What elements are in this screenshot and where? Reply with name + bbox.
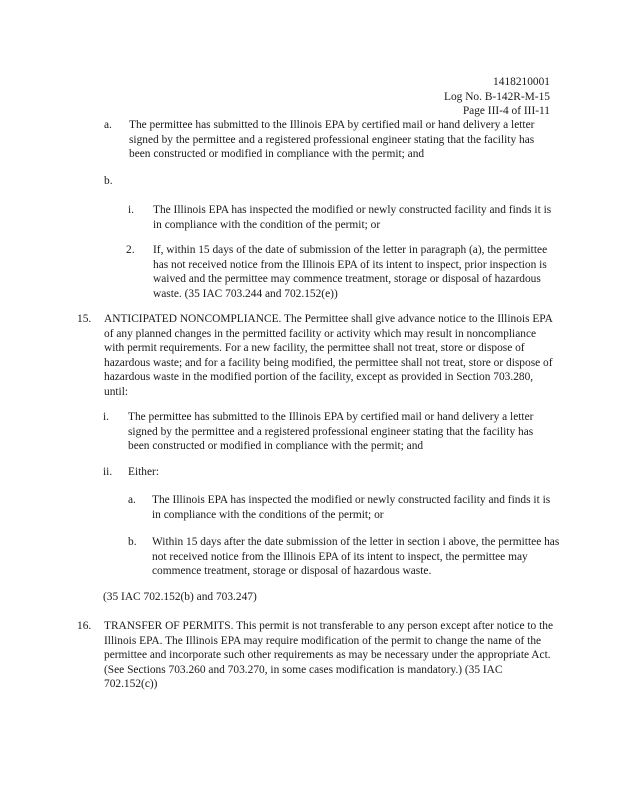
page-header [444,75,550,119]
section-16-text: TRANSFER OF PERMITS. This permit is not transferable to any person except after notice to the Illinois EPA. The Illinois EPA may require modification of the permit to change the name of the permittee and incorporate such other requirements as may be necessary under the appropriate Act. (See Sections 703.260 and 703.270, in some cases modification is mandatory.) (35 IAC 702.152(c)) [104,620,554,691]
item-b-ii-text: If, within 15 days of the date of submission of the letter in paragraph (a), the permittee has not received notice from the Illinois EPA of its intent to inspect, prior inspection is waived and the permittee may commence treatment, storage or disposal of hazardous waste. (35 IAC 703.244 and 702.152(e)) [153,244,548,300]
item-b-i-text: The Illinois EPA has inspected the modified or newly constructed facility and finds it is in compliance with the condition of the permit; or [153,204,552,231]
section-15-number: 15. [77,313,92,325]
section-16-number: 16. [77,620,92,632]
page-number: Page III-4 of III-11 [462,105,550,118]
section-15-ii-b-label: b. [128,536,137,548]
section-15-citation: (35 IAC 702.152(b) and 703.247) [103,591,257,603]
item-b-i-label: i. [128,204,135,216]
section-15-text: ANTICIPATED NONCOMPLIANCE. The Permittee shall give advance notice to the Illinois EPA of any planned changes in the permitted facility or activity which may result in noncompliance with permit requirements. For a new facility, the permittee shall not treat, store or dispose of hazardous waste; and for a facility being modified, the permittee shall not treat, store or dispose of hazardous waste in the modified portion of the facility, except as provided in Section 703.280, until: [104,313,553,398]
item-b-label: b. [104,175,113,187]
section-15-i-label: i. [103,411,110,423]
section-15-ii-b-text: Within 15 days after the date submission of the letter in section i above, the permittee has not received notice from the Illinois EPA of its intent to inspect, the permittee may commence treatment, storage or disposal of hazardous waste. [152,536,560,578]
log-number: Log No. B-142R-M-15 [444,90,550,103]
item-a-text: The permittee has submitted to the Illinois EPA by certified mail or hand delivery a letter signed by the permittee and a registered professional engineer stating that the facility has been constructed or modified in compliance with the permit; and [129,119,535,161]
item-b-ii-label: 2. [126,244,135,256]
section-15-ii-label: ii. [103,466,113,478]
section-15-i-text: The permittee has submitted to the Illinois EPA by certified mail or hand delivery a letter signed by the permittee and a registered professional engineer stating that the facility has been constructed or modified in compliance with the permit; and [128,411,534,453]
section-15-ii-text: Either: [128,466,159,478]
section-15-ii-a-label: a. [128,494,136,506]
section-15-ii-a-text: The Illinois EPA has inspected the modified or newly constructed facility and finds it is in compliance with the conditions of the permit; or [152,494,551,521]
item-a-label: a. [104,119,112,131]
document-number: 1418210001 [493,76,550,88]
